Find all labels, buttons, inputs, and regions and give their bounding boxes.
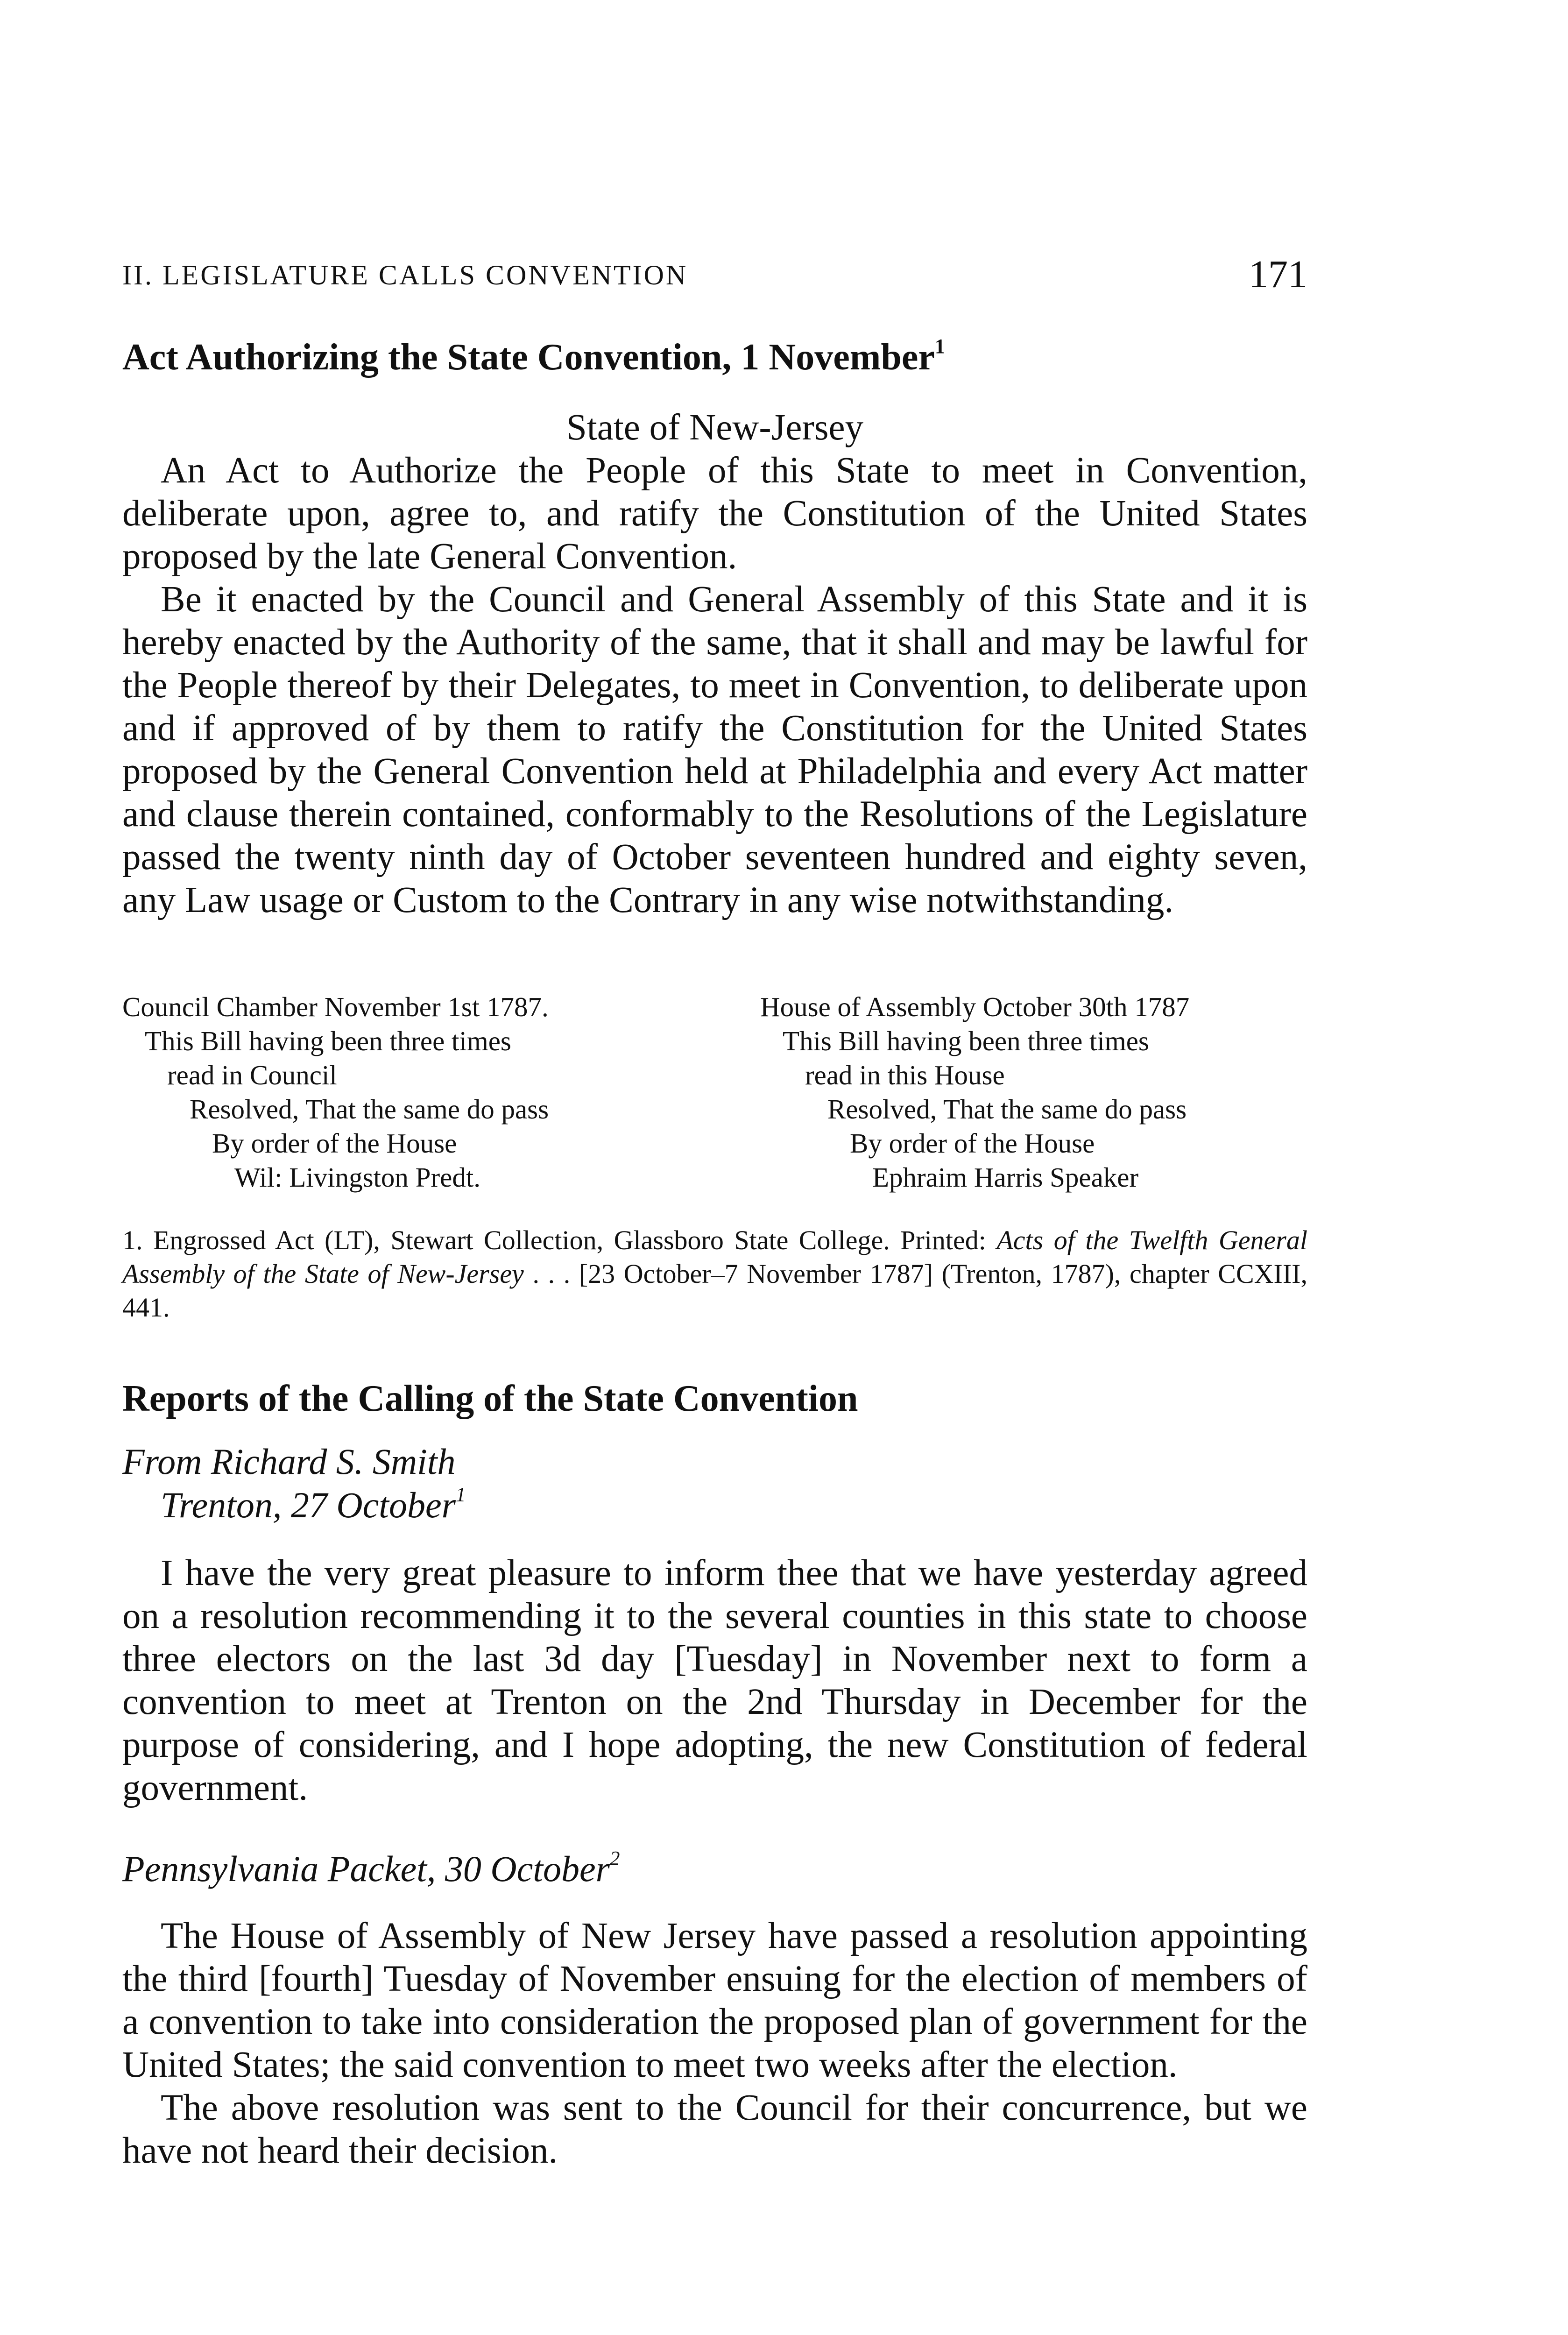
footnote-part: 1. Engrossed Act (LT), Stewart Collection, Glassboro State College. Printed: (122, 1225, 986, 1255)
footnote-italic: Acts of the Twelfth General Assembly of the State of New-Jersey (122, 1225, 1307, 1289)
assembly-line: Resolved, That the same do pass (827, 1094, 1187, 1125)
council-attestation (122, 990, 549, 1195)
smith-letter (122, 1552, 1307, 1810)
assembly-signature: Ephraim Harris Speaker (872, 1162, 1139, 1193)
act-title-paragraph: An Act to Authorize the People of this State to meet in Convention, deliberate upon, agree to, and ratify the Constitution of the United States proposed by the late General Convention. (122, 450, 1307, 577)
smith-note: 1 (455, 1484, 466, 1506)
footnote-part: . . . [23 October–7 November 1787] (Trenton, 1787), chapter CCXIII, 441. (122, 1259, 1307, 1323)
page-number: 171 (1249, 253, 1307, 296)
packet-source-text: Pennsylvania Packet, 30 October (122, 1848, 610, 1889)
act-footnote (122, 1224, 1307, 1324)
assembly-line: This Bill having been three times (783, 1026, 1149, 1056)
assembly-attestation (760, 990, 1189, 1195)
packet-paragraph: The House of Assembly of New Jersey have passed a resolution appointing the third [fourth] Tuesday of November ensuing for the election of members of a convention to take into consideration the proposed plan of government for the United States; the said convention to meet two weeks after the election. (122, 1916, 1307, 2085)
council-line: read in Council (167, 1060, 337, 1090)
act-heading-note: 1 (934, 334, 945, 358)
state-line: State of New-Jersey (566, 407, 864, 448)
running-head-title: II. LEGISLATURE CALLS CONVENTION (122, 260, 688, 290)
smith-body: I have the very great pleasure to inform thee that we have yesterday agreed on a resolution recommending it to the several counties in this state to choose three electors on the last 3d day [Tuesday] in November next to form a convention to meet at Trenton on the 2nd Thursday in December for the purpose of considering, and I hope adopting, the new Constitution of federal government. (122, 1553, 1307, 1808)
reports-heading: Reports of the Calling of the State Convention (122, 1378, 858, 1419)
packet-note: 2 (609, 1847, 620, 1870)
assembly-line: read in this House (805, 1060, 1005, 1090)
packet-paragraph: The above resolution was sent to the Council for their concurrence, but we have not heard their decision. (122, 2087, 1307, 2171)
enacting-paragraph: Be it enacted by the Council and General Assembly of this State and it is hereby enacted by the Authority of the same, that it shall and may be lawful for the People thereof by their Delegates, to meet in Convention, to deliberate upon and if approved of by them to ratify the Constitution for the United States proposed by the General Convention held at Philadelphia and every Act matter and clause therein contained, conformably to the Resolutions of the Legislature passed the twenty ninth day of October seventeen hundred and eighty seven, any Law usage or Custom to the Contrary in any wise notwithstanding. (122, 579, 1307, 920)
council-line: By order of the House (212, 1128, 457, 1159)
smith-place-date-text: Trenton, 27 October (161, 1485, 456, 1525)
council-line: Resolved, That the same do pass (190, 1094, 549, 1125)
council-signature: Wil: Livingston Predt. (234, 1162, 480, 1193)
running-head (122, 253, 1307, 296)
act-heading-text: Act Authorizing the State Convention, 1 November (122, 337, 935, 378)
act-text (122, 406, 1307, 922)
act-heading (122, 336, 945, 379)
packet-report (122, 1915, 1307, 2172)
packet-source (122, 1848, 620, 1890)
smith-from: From Richard S. Smith (122, 1441, 456, 1482)
assembly-line: House of Assembly October 30th 1787 (760, 991, 1190, 1022)
council-line: Council Chamber November 1st 1787. (122, 991, 549, 1022)
smith-place-date (161, 1484, 466, 1526)
council-line: This Bill having been three times (145, 1026, 511, 1056)
assembly-line: By order of the House (850, 1128, 1095, 1159)
